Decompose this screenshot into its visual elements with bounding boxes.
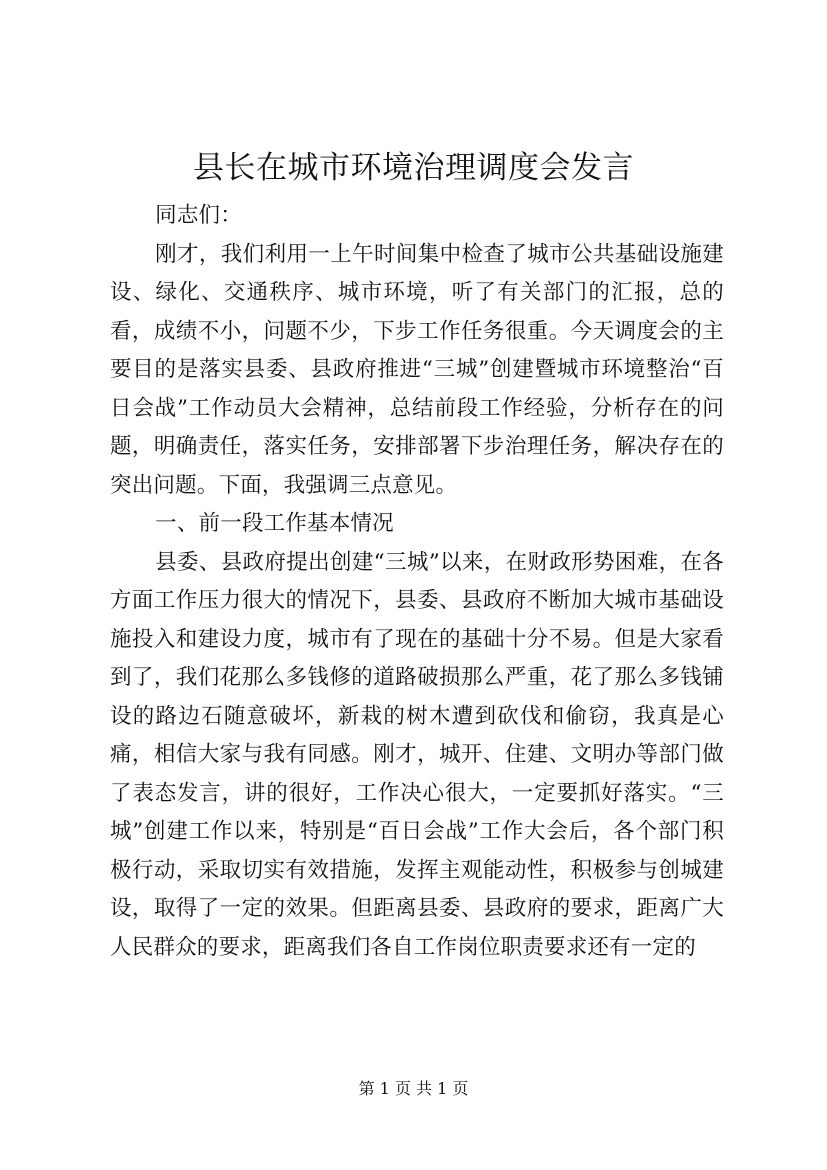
document-body [110, 197, 724, 967]
body-paragraph: 县委、县政府提出创建“三城”以来，在财政形势困难，在各方面工作压力很大的情况下，县委、县政府不断加大城市基础设施投入和建设力度，城市有了现在的基础十分不易。但是大家看到了，我们花那么多钱修的道路破损那么严重，花了那么多钱铺设的路边石随意破坏，新栽的树木遭到砍伐和偷窃，我真是心痛，相信大家与我有同感。刚才，城开、住建、文明办等部门做了表态发言，讲的很好，工作决心很大，一定要抓好落实。“三城”创建工作以来，特别是“百日会战”工作大会后，各个部门积极行动，采取切实有效措施，发挥主观能动性，积极参与创城建设，取得了一定的效果。但距离县委、县政府的要求，距离广大人民群众的要求，距离我们各自工作岗位职责要求还有一定的 [110, 549, 724, 960]
page-number-footer: 第 1 页 共 1 页 [358, 1079, 469, 1098]
document-title: 县长在城市环境治理调度会发言 [193, 150, 634, 186]
salutation-paragraph: 同志们： [155, 203, 242, 228]
section-heading: 一、前一段工作基本情况 [155, 511, 394, 536]
intro-paragraph: 刚才，我们利用一上午时间集中检查了城市公共基础设施建设、绿化、交通秩序、城市环境，听了有关部门的汇报，总的看，成绩不小，问题不少，下步工作任务很重。今天调度会的主要目的是落实县委、县政府推进“三城”创建暨城市环境整治“百日会战”工作动员大会精神，总结前段工作经验，分析存在的问题，明确责任，落实任务，安排部署下步治理任务，解决存在的突出问题。下面，我强调三点意见。 [110, 241, 724, 498]
